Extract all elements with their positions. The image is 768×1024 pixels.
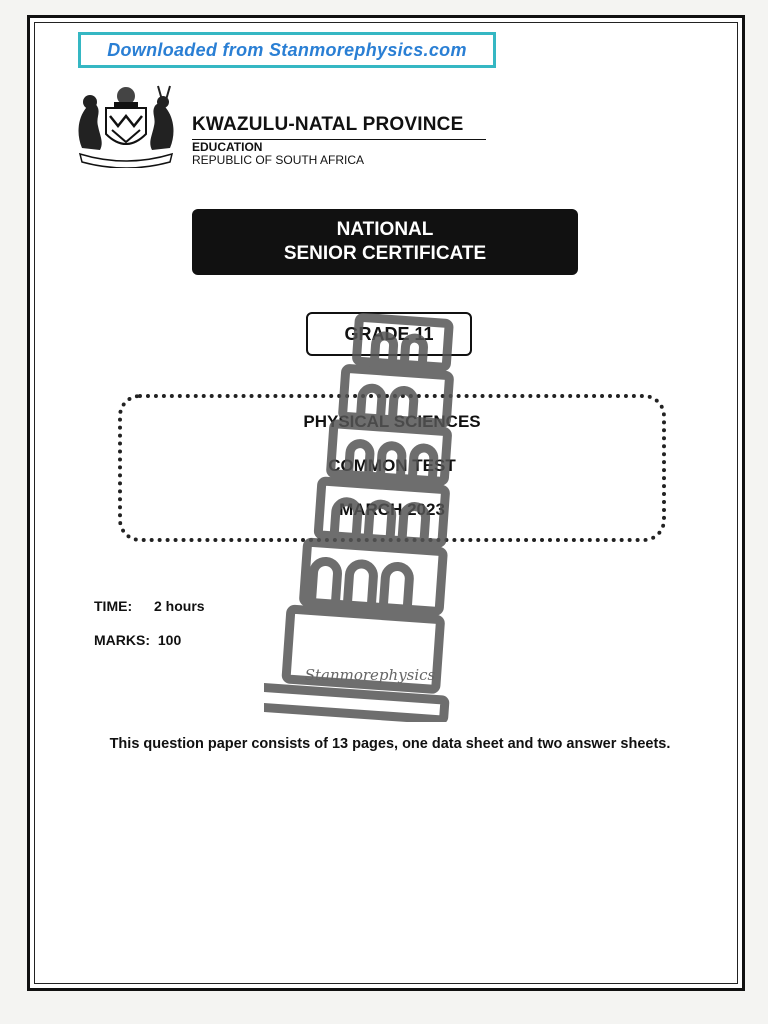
time-row bbox=[94, 598, 205, 614]
subject-name: PHYSICAL SCIENCES bbox=[303, 412, 481, 431]
marks-value: 100 bbox=[157, 632, 182, 648]
certificate-box bbox=[192, 209, 578, 275]
test-name: COMMON TEST bbox=[328, 456, 456, 475]
country-name: REPUBLIC OF SOUTH AFRICA bbox=[192, 153, 365, 167]
source-banner-link[interactable]: Downloaded from Stanmorephysics.com bbox=[78, 32, 496, 68]
test-date: MARCH 2023 bbox=[339, 500, 445, 519]
province-name: KWAZULU-NATAL PROVINCE bbox=[192, 114, 486, 140]
marks-row bbox=[94, 632, 181, 648]
pages-note: This question paper consists of 13 pages, one data sheet and two answer sheets. bbox=[109, 736, 671, 752]
time-value: 2 hours bbox=[154, 598, 205, 614]
certificate-line-2: SENIOR CERTIFICATE bbox=[283, 243, 487, 264]
time-label: TIME: bbox=[94, 598, 133, 614]
certificate-line-1: NATIONAL bbox=[336, 219, 434, 240]
marks-label: MARKS: bbox=[94, 632, 150, 648]
coat-of-arms-icon bbox=[70, 82, 182, 168]
department-name: EDUCATION bbox=[192, 140, 263, 154]
watermark-text: Stanmorephysics bbox=[304, 666, 436, 684]
grade-box: GRADE 11 bbox=[306, 312, 472, 356]
